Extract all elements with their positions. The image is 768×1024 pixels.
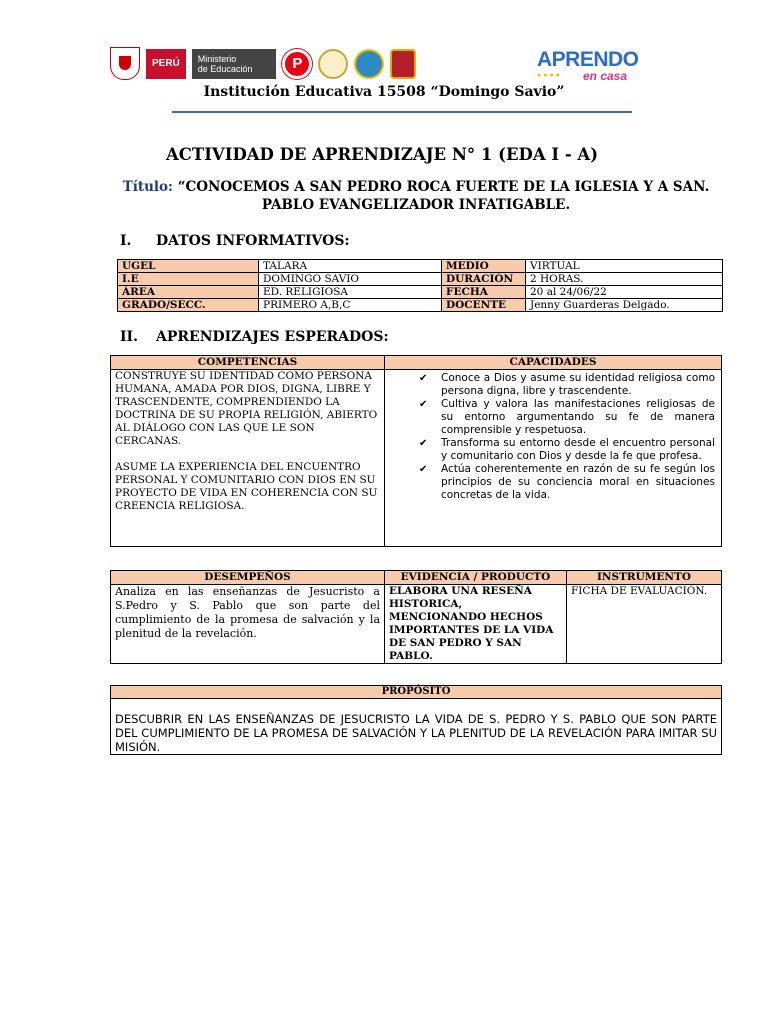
table-header-row (111, 356, 722, 370)
checkmark-icon: ✔ (419, 399, 428, 410)
shield-emblem-icon (390, 49, 416, 79)
titulo-label: Título: (122, 179, 174, 195)
section-heading-aprendizajes (120, 329, 389, 345)
aprendo-title: APRENDO (537, 48, 639, 71)
checkmark-icon: ✔ (419, 373, 428, 384)
datos-value: DOMINGO SAVIO (259, 273, 442, 286)
column-header: CAPACIDADES (385, 356, 722, 370)
instrumento-cell: FICHA DE EVALUACIÓN. (567, 585, 722, 664)
capacidad-text: Actúa coherentemente en razón de su fe según los principios de su conciencia moral en situaciones concretas de la vida. (441, 463, 715, 501)
capacidad-text: Cultiva y valora las manifestaciones religiosas de su entorno argumentando su fe de manera comprensible y respetuosa. (441, 398, 715, 436)
competencias-cell (111, 370, 385, 547)
table-row (111, 585, 722, 664)
list-item (389, 398, 717, 437)
section-title: DATOS INFORMATIVOS: (156, 233, 350, 249)
column-header: INSTRUMENTO (567, 571, 722, 585)
capacidad-text: Conoce a Dios y asume su identidad religiosa como persona digna, libre y trascendente. (441, 372, 715, 397)
activity-title (166, 145, 598, 164)
list-item (389, 437, 717, 463)
table-row (111, 370, 722, 547)
table-row (118, 286, 723, 299)
section-title: APRENDIZAJES ESPERADOS: (156, 329, 389, 345)
table-header-row (111, 571, 722, 585)
blue-emblem-icon (354, 49, 384, 79)
activity-eda: (EDA I - A) (492, 145, 599, 164)
table-row (111, 699, 722, 755)
red-p-logo-icon (282, 49, 312, 79)
datos-value: ED. RELIGIOSA (259, 286, 442, 299)
column-header: EVIDENCIA / PRODUCTO (385, 571, 567, 585)
titulo-text: “CONOCEMOS A SAN PEDRO ROCA FUERTE DE LA IGLESIA Y A SAN. PABLO EVANGELIZADOR INFATIGABLE. (173, 179, 710, 213)
datos-key: UGEL (118, 260, 259, 273)
aprendo-en-casa-logo (537, 48, 647, 83)
competencias-table (110, 355, 722, 547)
capacidad-text: Transforma su entorno desde el encuentro personal y comunitario con Dios y desde la fe que profesa. (441, 437, 715, 462)
table-row (118, 273, 723, 286)
proposito-table (110, 685, 722, 755)
datos-key: DURACIÓN (442, 273, 526, 286)
ministry-line1: Ministerio (197, 53, 237, 64)
section-number: I. (120, 233, 132, 249)
datos-key: GRADO/SECC. (118, 299, 259, 312)
activity-title-main: ACTIVIDAD DE APRENDIZAJE N° 1 (166, 145, 493, 164)
datos-value: 20 al 24/06/22 (526, 286, 723, 299)
desempeno-cell: Analiza en las enseñanzas de Jesucristo a S.Pedro y S. Pablo que son parte del cumplimiento de la promesa de salvación y la plenitud de la revelación. (111, 585, 385, 664)
capacidades-cell (385, 370, 722, 547)
peru-coat-of-arms-icon (110, 47, 140, 80)
ministry-logo (192, 49, 277, 79)
table-header-row (111, 686, 722, 699)
datos-value: TALARA (259, 260, 442, 273)
datos-table (117, 259, 723, 312)
competencia-1: CONSTRUYE SU IDENTIDAD COMO PERSONA HUMANA, AMADA POR DIOS, DIGNA, LIBRE Y TRASCENDENTE, COMPRENDIENDO LA DOCTRINA DE SU PROPIA RELIGIÓN, ABIERTO AL DIÁLOGO CON LAS QUE LE SON CERCANAS. (115, 370, 378, 447)
checkmark-icon: ✔ (419, 464, 428, 475)
datos-key: ÁREA (118, 286, 259, 299)
section-number: II. (120, 329, 138, 345)
list-item (389, 372, 717, 398)
datos-value: PRIMERO A,B,C (259, 299, 442, 312)
datos-value: VIRTUAL (526, 260, 723, 273)
datos-key: DOCENTE (442, 299, 526, 312)
datos-value: 2 HORAS. (526, 273, 723, 286)
datos-key: FECHA (442, 286, 526, 299)
institution-name: Institución Educativa 15508 “Domingo Savio” (203, 84, 565, 100)
evidencia-cell: ELABORA UNA RESEÑA HISTORICA, MENCIONANDO HECHOS IMPORTANTES DE LA VIDA DE SAN PEDRO Y SAN PABLO. (385, 585, 567, 664)
school-crest-icon (318, 49, 348, 79)
datos-key: I.E (118, 273, 259, 286)
peru-label: PERÚ (146, 49, 186, 79)
activity-subtitle (110, 178, 722, 214)
column-header: DESEMPEÑOS (111, 571, 385, 585)
column-header: COMPETENCIAS (111, 356, 385, 370)
table-row (118, 260, 723, 273)
institution-underline (172, 111, 632, 113)
proposito-text: DESCUBRIR EN LAS ENSEÑANZAS DE JESUCRISTO LA VIDA DE S. PEDRO Y S. PABLO QUE SON PARTE DEL CUMPLIMIENTO DE LA PROMESA DE SALVACIÓN Y LA PLENITUD DE LA REVELACIÓN PARA IMITAR SU MISIÓN. (111, 699, 722, 755)
header-logos (110, 47, 440, 80)
datos-key: MEDIO (442, 260, 526, 273)
capacidades-list (389, 372, 717, 502)
checkmark-icon: ✔ (419, 438, 428, 449)
list-item (389, 463, 717, 502)
aprendo-subtitle: en casa (583, 69, 628, 83)
datos-value: Jenny Guarderas Delgado. (526, 299, 723, 312)
aprendo-dots-icon: ●●●● (537, 72, 562, 79)
section-heading-datos (120, 233, 350, 249)
column-header: PROPÓSITO (111, 686, 722, 699)
ministry-line2: de Educación (197, 63, 253, 74)
desempenos-table (110, 570, 722, 664)
table-row (118, 299, 723, 312)
competencia-2: ASUME LA EXPERIENCIA DEL ENCUENTRO PERSONAL Y COMUNITARIO CON DIOS EN SU PROYECTO DE VIDA EN COHERENCIA CON SU CREENCIA RELIGIOSA. (115, 461, 378, 512)
